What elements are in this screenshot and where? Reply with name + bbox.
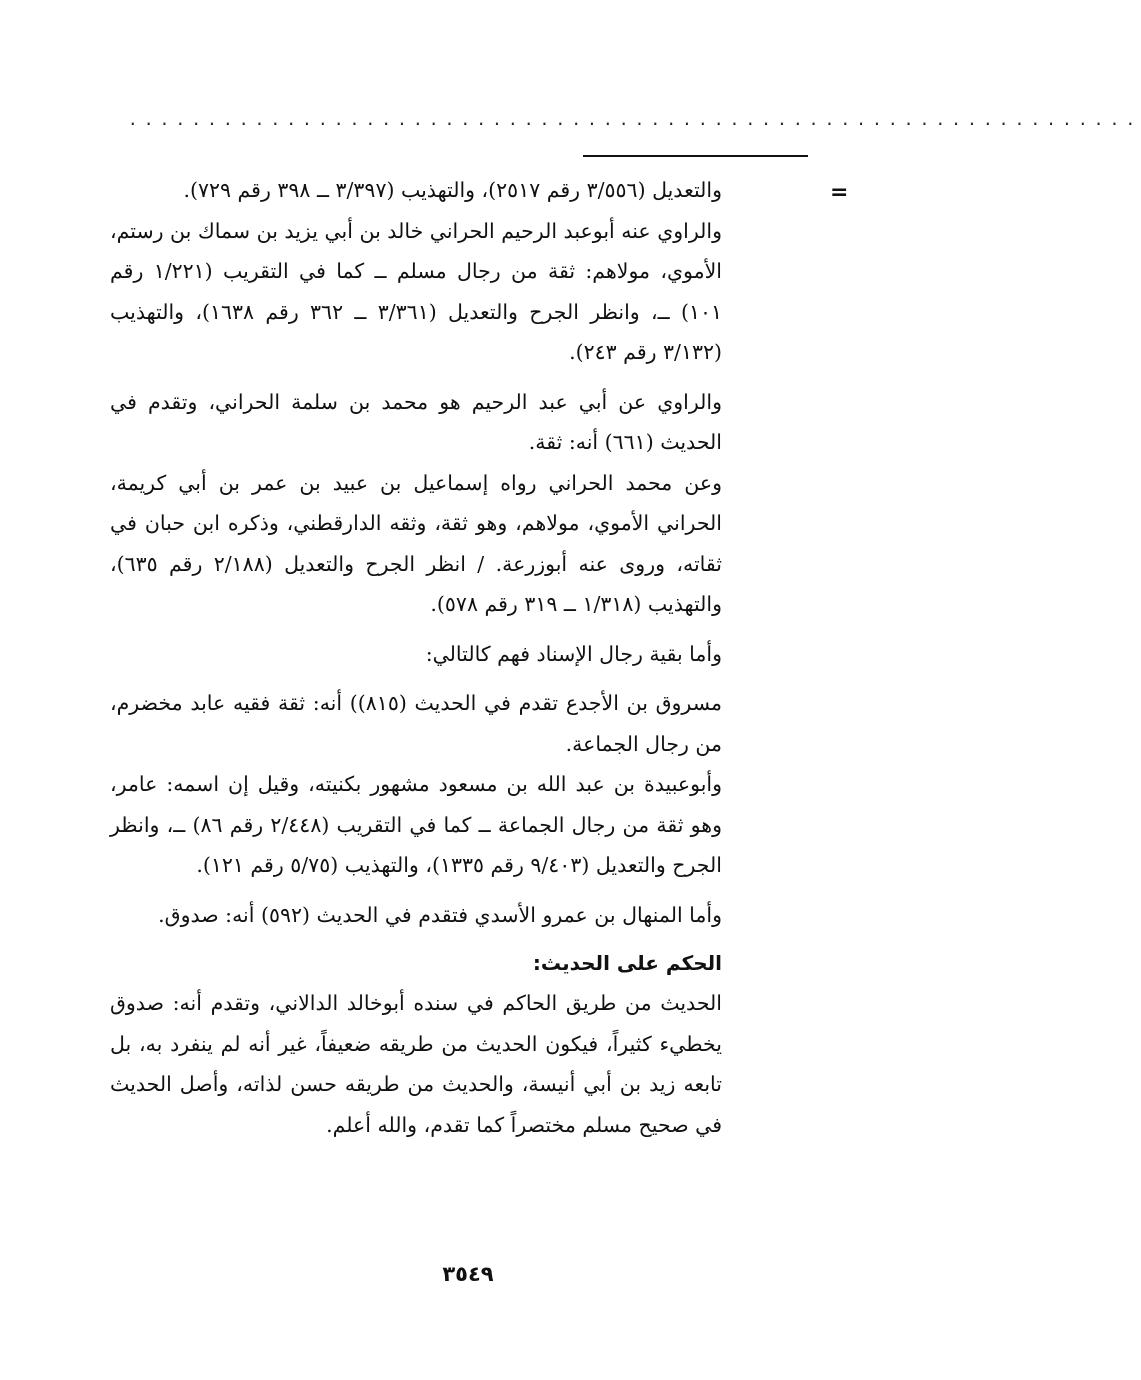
continuation-mark: = [830,180,849,205]
paragraph-3: والراوي عن أبي عبد الرحيم هو محمد بن سلمة الحراني، وتقدم في الحديث (٦٦١) أنه: ثقة. [110,389,722,454]
page-body [110,170,722,1145]
conclusion-paragraph: الحديث من طريق الحاكم في سنده أبوخالد الدالاني، وتقدم أنه: صدوق يخطيء كثيراً، فيكون الحديث من طريقه ضعيفاً، غير أنه لم ينفرد به، بل تابعه زيد بن أبي أنيسة، والحديث من طريقه حسن لذاته، وأصل الحديث في صحيح مسلم مختصراً كما تقدم، والله أعلم. [110,991,722,1137]
page-number: ٣٥٤٩ [442,1262,494,1286]
section-heading: الحكم على الحديث: [532,951,722,975]
footnote-rule [583,155,808,157]
paragraph-8: وأما المنهال بن عمرو الأسدي فتقدم في الحديث (٥٩٢) أنه: صدوق. [158,902,722,927]
paragraph-4: وعن محمد الحراني رواه إسماعيل بن عبيد بن عمر بن أبي كريمة، الحراني الأموي، مولاهم، وهو ثقة، وثقه الدارقطني، وذكره ابن حبان في ثقاته، وروى عنه أبوزرعة. / انظر الجرح والتعديل (٢/١٨٨ رقم ٦٣٥)، والتهذيب (١/٣١٨ ــ ٣١٩ رقم ٥٧٨). [110,470,722,616]
paragraph-6: مسروق بن الأجدع تقدم في الحديث (٨١٥)) أنه: ثقة فقيه عابد مخضرم، من رجال الجماعة. [110,691,723,756]
paragraph-7: وأبوعبيدة بن عبد الله بن مسعود مشهور بكنيته، وقيل إن اسمه: عامر، وهو ثقة من رجال الجماعة ــ كما في التقريب (٢/٤٤٨ رقم ٨٦) ــ، وانظر الجرح والتعديل (٩/٤٠٣ رقم ١٣٣٥)، والتهذيب (٥/٧٥ رقم ١٢١). [110,772,722,877]
footnote-separator-dots: ................................................................ [128,110,1141,129]
paragraph-1: والتعديل (٣/٥٥٦ رقم ٢٥١٧)، والتهذيب (٣/٣٩٧ ــ ٣٩٨ رقم ٧٢٩). [183,178,722,202]
paragraph-5: وأما بقية رجال الإسناد فهم كالتالي: [425,641,722,666]
paragraph-2: والراوي عنه أبوعبد الرحيم الحراني خالد بن أبي يزيد بن سماك بن رستم، الأموي، مولاهم: ثقة من رجال مسلم ــ كما في التقريب (١/٢٢١ رقم ١٠١) ــ، وانظر الجرح والتعديل (٣/٣٦١ ــ ٣٦٢ رقم ١٦٣٨)، والتهذيب (٣/١٣٢ رقم ٢٤٣). [110,218,723,364]
